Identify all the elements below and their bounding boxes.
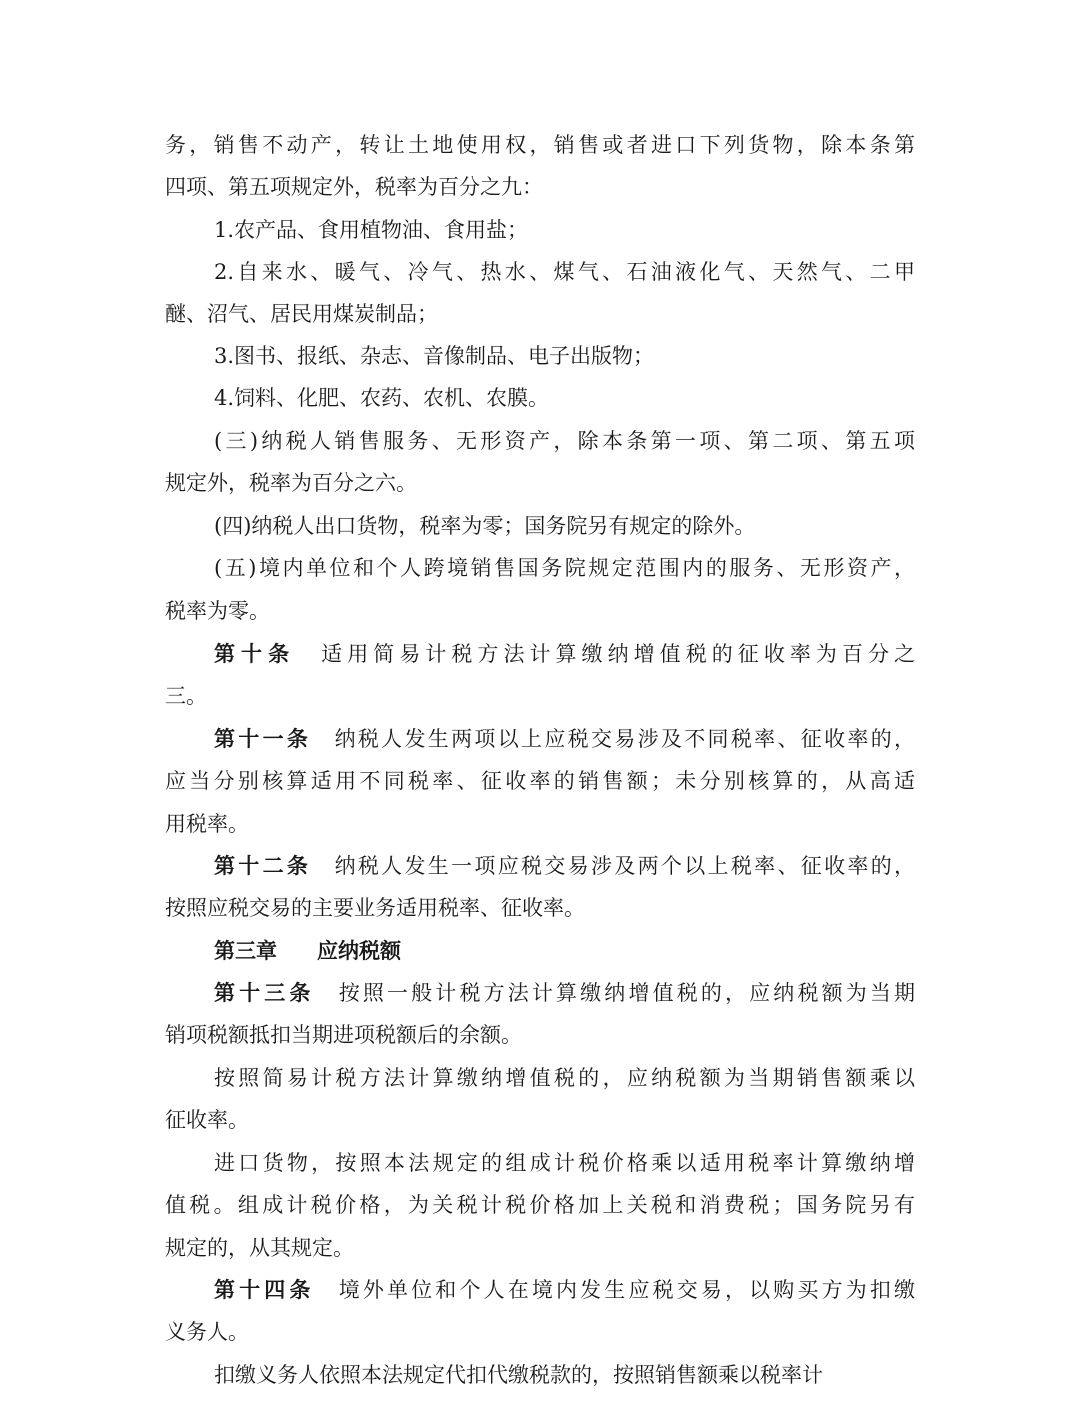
line-text: 1.农产品、食用植物油、食用盐；: [214, 218, 529, 242]
line-text: (四)纳税人出口货物，税率为零；国务院另有规定的除外。: [214, 514, 756, 538]
line-text: 醚、沼气、居民用煤炭制品；: [165, 302, 438, 326]
text-line: [214, 1063, 915, 1093]
line-text: 4.饲料、化肥、农药、农机、农膜。: [214, 386, 550, 410]
text-line: [165, 1190, 915, 1220]
line-text: 销项税额抵扣当期进项税额后的余额。: [165, 1023, 522, 1047]
line-text: 三。: [165, 684, 207, 708]
text-line: [165, 130, 915, 160]
text-line: [165, 1317, 915, 1347]
line-text: 进口货物，按照本法规定的组成计税价格乘以适用税率计算缴纳增: [214, 1151, 915, 1175]
line-text: 境外单位和个人在境内发生应税交易，以购买方为扣缴: [338, 1278, 915, 1302]
line-text: 四项、第五项规定外，税率为百分之九：: [165, 175, 543, 199]
line-text: (三)纳税人销售服务、无形资产，除本条第一项、第二项、第五项: [214, 429, 915, 453]
line-text: 纳税人发生一项应税交易涉及两个以上税率、征收率的，: [334, 854, 915, 878]
text-line: [214, 553, 915, 583]
text-line: [165, 766, 915, 796]
text-line: [214, 724, 915, 754]
line-text: 适用简易计税方法计算缴纳增值税的征收率为百分之: [321, 642, 915, 666]
text-line: [214, 851, 915, 881]
text-line: [214, 1148, 915, 1178]
text-line: [165, 893, 915, 923]
chapter-number: 第三章: [214, 938, 277, 963]
line-text: 纳税人发生两项以上应税交易涉及不同税率、征收率的，: [334, 727, 915, 751]
text-line: [165, 681, 915, 711]
line-text: 用税率。: [165, 812, 249, 836]
article-number: 第十二条: [214, 853, 312, 878]
text-line: [165, 596, 915, 626]
line-text: 按照简易计税方法计算缴纳增值税的，应纳税额为当期销售额乘以: [214, 1066, 915, 1090]
line-text: 按照一般计税方法计算缴纳增值税的，应纳税额为当期: [338, 981, 915, 1005]
text-line: [214, 511, 915, 541]
chapter-heading: [214, 936, 401, 966]
line-text: 义务人。: [165, 1320, 249, 1344]
text-line: [214, 1275, 915, 1305]
text-line: [214, 639, 915, 669]
line-text: 务，销售不动产，转让土地使用权，销售或者进口下列货物，除本条第: [165, 133, 915, 157]
text-line: [165, 468, 915, 498]
text-line: [214, 383, 915, 413]
line-text: 规定的，从其规定。: [165, 1236, 354, 1260]
text-line: [214, 1360, 915, 1390]
text-line: [165, 1233, 915, 1263]
line-text: 规定外，税率为百分之六。: [165, 471, 417, 495]
text-line: [165, 1020, 915, 1050]
text-line: [165, 809, 915, 839]
text-line: [214, 215, 915, 245]
line-text: 应当分别核算适用不同税率、征收率的销售额；未分别核算的，从高适: [165, 769, 915, 793]
line-text: 扣缴义务人依照本法规定代扣代缴税款的，按照销售额乘以税率计: [214, 1363, 823, 1387]
article-number: 第十条: [214, 641, 296, 666]
line-text: 值税。组成计税价格，为关税计税价格加上关税和消费税；国务院另有: [165, 1193, 915, 1217]
text-line: [214, 426, 915, 456]
text-line: [214, 978, 915, 1008]
line-text: 2.自来水、暖气、冷气、热水、煤气、石油液化气、天然气、二甲: [214, 260, 915, 284]
line-text: 3.图书、报纸、杂志、音像制品、电子出版物；: [214, 344, 655, 368]
line-text: (五)境内单位和个人跨境销售国务院规定范围内的服务、无形资产，: [214, 556, 915, 580]
article-number: 第十一条: [214, 726, 312, 751]
chapter-title: 应纳税额: [317, 938, 401, 963]
text-line: [214, 341, 915, 371]
line-text: 征收率。: [165, 1108, 249, 1132]
text-line: [165, 299, 915, 329]
text-line: [165, 172, 915, 202]
article-number: 第十三条: [214, 980, 315, 1005]
article-number: 第十四条: [214, 1277, 315, 1302]
line-text: 税率为零。: [165, 599, 270, 623]
text-line: [214, 257, 915, 287]
line-text: 按照应税交易的主要业务适用税率、征收率。: [165, 896, 585, 920]
text-line: [165, 1105, 915, 1135]
